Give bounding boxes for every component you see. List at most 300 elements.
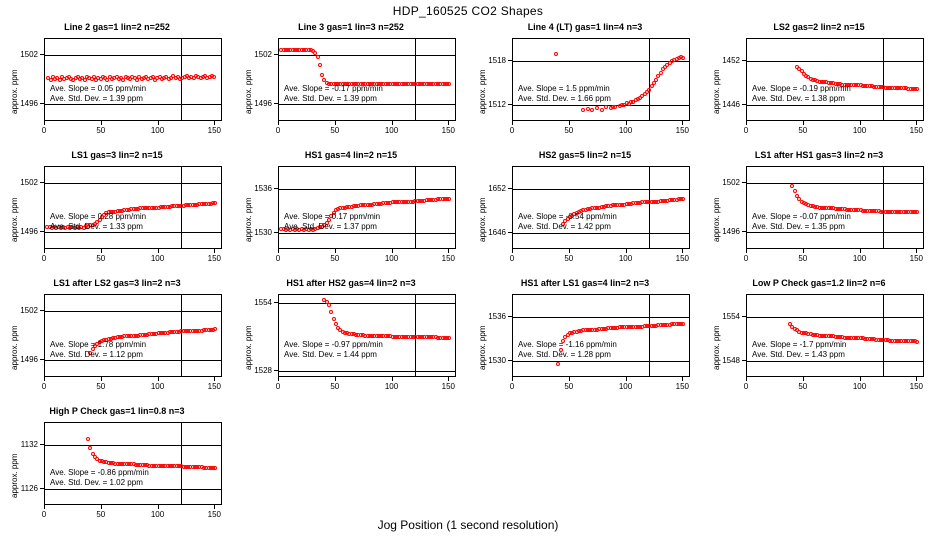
reference-vline (415, 167, 416, 248)
data-point (212, 75, 216, 79)
x-tick-label: 50 (798, 382, 808, 391)
reference-hline (513, 189, 689, 190)
x-tick-label: 100 (384, 126, 399, 135)
y-tick-label: 1452 (722, 56, 740, 66)
annotation-average-std-dev: Ave. Std. Dev. = 1.42 ppm (518, 222, 611, 231)
y-tick-label: 1554 (254, 297, 272, 307)
x-tick-mark (214, 377, 215, 381)
x-tick-label: 50 (798, 254, 808, 263)
data-point (586, 107, 590, 111)
annotation-average-slope: Ave. Slope = 0.28 ppm/min (50, 212, 147, 221)
chart-panel-title: Line 4 (LT) gas=1 lin=4 n=3 (527, 22, 643, 32)
x-tick-mark (916, 377, 917, 381)
annotation-average-slope: Ave. Slope = -1.7 ppm/min (752, 340, 847, 349)
chart-panel-title: LS1 after HS1 gas=3 lin=2 n=3 (754, 150, 884, 160)
reference-hline (279, 189, 455, 190)
reference-hline (747, 105, 923, 106)
x-tick-label: 150 (675, 254, 689, 263)
data-point (213, 466, 217, 470)
x-tick-label: 0 (509, 126, 515, 135)
plot-area (512, 294, 690, 377)
plot-area (278, 38, 456, 121)
x-tick-label: 0 (275, 254, 281, 263)
x-tick-mark (803, 121, 804, 125)
data-point (793, 189, 797, 193)
y-tick-mark (40, 488, 44, 489)
x-tick-label: 150 (207, 510, 221, 519)
x-tick-label: 50 (564, 126, 574, 135)
x-tick-mark (101, 121, 102, 125)
annotation-average-std-dev: Ave. Std. Dev. = 1.33 ppm (50, 222, 143, 231)
x-tick-label: 100 (852, 126, 867, 135)
plot-area (746, 294, 924, 377)
y-tick-mark (742, 360, 746, 361)
x-tick-mark (682, 121, 683, 125)
y-tick-label: 1502 (722, 178, 740, 188)
x-tick-label: 100 (618, 126, 633, 135)
x-tick-label: 50 (330, 382, 340, 391)
y-tick-mark (274, 103, 278, 104)
x-tick-mark (278, 121, 279, 125)
annotation-average-slope: Ave. Slope = -0.86 ppm/min (50, 468, 149, 477)
data-point (654, 78, 658, 82)
annotation-average-slope: Ave. Slope = -0.19 ppm/min (752, 84, 851, 93)
y-tick-mark (40, 103, 44, 104)
annotation-average-std-dev: Ave. Std. Dev. = 1.35 ppm (752, 222, 845, 231)
x-tick-label: 150 (675, 126, 689, 135)
x-tick-label: 150 (909, 254, 923, 263)
reference-hline (513, 61, 689, 62)
data-point (790, 184, 794, 188)
x-tick-mark (746, 249, 747, 253)
plot-area (278, 294, 456, 377)
x-tick-mark (860, 377, 861, 381)
chart-panel (234, 150, 468, 278)
y-tick-label: 1530 (488, 356, 506, 366)
chart-panel (0, 22, 234, 150)
annotation-average-slope: Ave. Slope = 0.05 ppm/min (50, 84, 147, 93)
plot-area (746, 38, 924, 121)
plot-area (44, 294, 222, 377)
x-tick-mark (916, 121, 917, 125)
x-tick-mark (860, 249, 861, 253)
data-point (88, 446, 92, 450)
x-tick-mark (158, 249, 159, 253)
x-tick-mark (214, 121, 215, 125)
x-tick-label: 0 (41, 510, 47, 519)
y-tick-mark (742, 104, 746, 105)
x-tick-label: 150 (675, 382, 689, 391)
reference-vline (883, 295, 884, 376)
data-point (332, 317, 336, 321)
x-tick-label: 0 (509, 382, 515, 391)
x-tick-label: 100 (852, 254, 867, 263)
y-tick-mark (40, 310, 44, 311)
annotation-average-slope: Ave. Slope = -0.17 ppm/min (284, 84, 383, 93)
x-tick-mark (626, 377, 627, 381)
x-tick-mark (214, 249, 215, 253)
data-point (915, 340, 919, 344)
x-tick-mark (512, 249, 513, 253)
data-point (86, 437, 90, 441)
y-axis-label: approx. ppm (244, 197, 253, 242)
chart-panel (702, 278, 936, 406)
x-tick-mark (44, 249, 45, 253)
data-point (600, 108, 604, 112)
y-tick-label: 1496 (20, 98, 38, 108)
x-tick-label: 150 (207, 254, 221, 263)
chart-panel-title: High P Check gas=1 lin=0.8 n=3 (49, 406, 185, 416)
y-axis-label: approx. ppm (478, 69, 487, 114)
x-tick-mark (448, 249, 449, 253)
reference-hline (747, 361, 923, 362)
x-tick-mark (569, 249, 570, 253)
data-point (447, 336, 451, 340)
x-tick-label: 50 (96, 254, 106, 263)
x-tick-mark (569, 377, 570, 381)
x-tick-label: 150 (441, 126, 455, 135)
annotation-average-std-dev: Ave. Std. Dev. = 1.43 ppm (752, 350, 845, 359)
chart-panel (0, 278, 234, 406)
y-tick-mark (40, 359, 44, 360)
data-point (595, 106, 599, 110)
data-point (447, 197, 451, 201)
x-tick-label: 50 (330, 254, 340, 263)
reference-hline (747, 232, 923, 233)
data-point (581, 108, 585, 112)
x-tick-mark (44, 377, 45, 381)
y-axis-label: approx. ppm (478, 197, 487, 242)
y-axis-label: approx. ppm (244, 325, 253, 370)
annotation-average-slope: Ave. Slope = -0.07 ppm/min (752, 212, 851, 221)
data-point (316, 55, 320, 59)
annotation-average-slope: Ave. Slope = 0.17 ppm/min (284, 212, 381, 221)
y-axis-label: approx. ppm (712, 197, 721, 242)
x-tick-label: 100 (150, 382, 165, 391)
y-tick-label: 1518 (488, 56, 506, 66)
data-point (659, 71, 663, 75)
x-tick-label: 0 (509, 254, 515, 263)
plot-area (44, 166, 222, 249)
data-point (681, 322, 685, 326)
y-tick-label: 1496 (254, 98, 272, 108)
x-tick-label: 0 (743, 126, 749, 135)
y-tick-mark (274, 370, 278, 371)
x-tick-mark (682, 249, 683, 253)
x-tick-label: 0 (275, 126, 281, 135)
plot-area (44, 422, 222, 505)
x-tick-mark (158, 377, 159, 381)
reference-hline (45, 104, 221, 105)
reference-vline (883, 39, 884, 120)
y-tick-mark (274, 302, 278, 303)
x-tick-label: 150 (909, 382, 923, 391)
x-tick-label: 100 (852, 382, 867, 391)
x-tick-mark (916, 249, 917, 253)
y-tick-mark (742, 182, 746, 183)
x-tick-mark (158, 505, 159, 509)
x-tick-label: 150 (441, 254, 455, 263)
chart-panel-title: HS1 after HS2 gas=4 lin=2 n=3 (286, 278, 416, 288)
y-axis-label: approx. ppm (712, 69, 721, 114)
chart-panel (234, 278, 468, 406)
chart-panel (702, 22, 936, 150)
annotation-average-std-dev: Ave. Std. Dev. = 1.66 ppm (518, 94, 611, 103)
reference-hline (513, 361, 689, 362)
data-point (647, 88, 651, 92)
x-tick-label: 0 (41, 382, 47, 391)
y-tick-label: 1536 (254, 184, 272, 194)
data-point (915, 87, 919, 91)
reference-hline (279, 104, 455, 105)
reference-hline (279, 233, 455, 234)
y-tick-label: 1496 (20, 226, 38, 236)
y-tick-mark (742, 316, 746, 317)
annotation-average-slope: Ave. Slope = 1.5 ppm/min (518, 84, 610, 93)
x-tick-label: 50 (564, 382, 574, 391)
y-tick-mark (274, 54, 278, 55)
data-point (604, 105, 608, 109)
y-tick-label: 1496 (722, 226, 740, 236)
plot-area (278, 166, 456, 249)
chart-panel (468, 22, 702, 150)
annotation-average-std-dev: Ave. Std. Dev. = 1.39 ppm (284, 94, 377, 103)
y-tick-label: 1646 (488, 228, 506, 238)
x-tick-mark (335, 249, 336, 253)
y-axis-label: approx. ppm (244, 69, 253, 114)
data-point (329, 310, 333, 314)
x-tick-mark (101, 377, 102, 381)
x-tick-mark (392, 377, 393, 381)
reference-hline (279, 371, 455, 372)
x-tick-mark (448, 121, 449, 125)
y-tick-mark (508, 316, 512, 317)
chart-panel-title: Low P Check gas=1.2 lin=2 n=6 (752, 278, 886, 288)
x-tick-label: 50 (96, 510, 106, 519)
x-tick-label: 100 (150, 254, 165, 263)
y-axis-label: approx. ppm (10, 453, 19, 498)
x-tick-label: 100 (618, 382, 633, 391)
x-tick-mark (626, 121, 627, 125)
reference-hline (45, 489, 221, 490)
y-tick-mark (40, 231, 44, 232)
y-tick-label: 1548 (722, 356, 740, 366)
y-tick-mark (508, 360, 512, 361)
y-tick-label: 1528 (254, 365, 272, 375)
reference-vline (883, 167, 884, 248)
annotation-average-std-dev: Ave. Std. Dev. = 1.28 ppm (518, 350, 611, 359)
x-tick-label: 150 (441, 382, 455, 391)
chart-panel-title: LS1 after LS2 gas=3 lin=2 n=3 (53, 278, 181, 288)
chart-panel (702, 150, 936, 278)
reference-hline (513, 317, 689, 318)
chart-panel-title: Line 3 gas=1 lin=3 n=252 (298, 22, 404, 32)
x-tick-label: 50 (96, 382, 106, 391)
chart-panel-title: HS1 after LS1 gas=4 lin=2 n=3 (520, 278, 650, 288)
reference-hline (279, 55, 455, 56)
y-tick-mark (274, 188, 278, 189)
y-tick-label: 1446 (722, 100, 740, 110)
x-tick-mark (626, 249, 627, 253)
x-tick-mark (335, 377, 336, 381)
y-tick-mark (508, 104, 512, 105)
annotation-average-slope: Ave. Slope = -0.54 ppm/min (518, 212, 617, 221)
reference-hline (279, 303, 455, 304)
data-point (447, 82, 451, 86)
annotation-average-std-dev: Ave. Std. Dev. = 1.44 ppm (284, 350, 377, 359)
y-tick-label: 1496 (20, 354, 38, 364)
y-axis-label: approx. ppm (478, 325, 487, 370)
y-axis-label: approx. ppm (10, 325, 19, 370)
x-tick-label: 0 (41, 126, 47, 135)
chart-panel (234, 22, 468, 150)
x-tick-mark (101, 505, 102, 509)
y-tick-mark (274, 232, 278, 233)
x-tick-label: 0 (743, 382, 749, 391)
x-tick-label: 0 (743, 254, 749, 263)
annotation-average-slope: Ave. Slope = -0.97 ppm/min (284, 340, 383, 349)
data-point (915, 210, 919, 214)
y-tick-mark (508, 232, 512, 233)
x-tick-mark (746, 377, 747, 381)
x-tick-label: 50 (564, 254, 574, 263)
reference-vline (181, 295, 182, 376)
x-tick-mark (278, 377, 279, 381)
x-tick-mark (44, 121, 45, 125)
data-point (318, 63, 322, 67)
x-tick-mark (44, 505, 45, 509)
data-point (213, 327, 217, 331)
annotation-average-std-dev: Ave. Std. Dev. = 1.02 ppm (50, 478, 143, 487)
annotation-average-slope: Ave. Slope = -1.16 ppm/min (518, 340, 617, 349)
x-tick-mark (803, 377, 804, 381)
data-point (613, 105, 617, 109)
reference-vline (649, 295, 650, 376)
reference-hline (747, 183, 923, 184)
plot-area (44, 38, 222, 121)
y-tick-mark (40, 54, 44, 55)
reference-hline (45, 311, 221, 312)
reference-hline (513, 105, 689, 106)
y-tick-label: 1126 (20, 484, 38, 494)
y-tick-label: 1502 (20, 306, 38, 316)
y-tick-label: 1512 (488, 100, 506, 110)
y-tick-label: 1502 (20, 178, 38, 188)
reference-hline (747, 61, 923, 62)
x-tick-mark (569, 121, 570, 125)
x-tick-label: 50 (330, 126, 340, 135)
data-point (681, 197, 685, 201)
x-tick-mark (392, 121, 393, 125)
x-tick-label: 0 (275, 382, 281, 391)
reference-hline (45, 445, 221, 446)
reference-vline (649, 39, 650, 120)
y-tick-mark (508, 60, 512, 61)
x-tick-label: 50 (96, 126, 106, 135)
plot-area (512, 166, 690, 249)
data-point (320, 73, 324, 77)
x-tick-label: 100 (384, 254, 399, 263)
x-tick-mark (682, 377, 683, 381)
reference-hline (45, 55, 221, 56)
y-axis-label: approx. ppm (10, 197, 19, 242)
data-point (554, 52, 558, 56)
data-point (681, 56, 685, 60)
chart-panel-title: HS1 gas=4 lin=2 n=15 (304, 150, 398, 160)
annotation-average-std-dev: Ave. Std. Dev. = 1.38 ppm (752, 94, 845, 103)
data-point (327, 303, 331, 307)
y-tick-label: 1652 (488, 184, 506, 194)
x-tick-mark (335, 121, 336, 125)
annotation-average-slope: Ave. Slope = 1.78 ppm/min (50, 340, 147, 349)
data-point (590, 108, 594, 112)
annotation-average-std-dev: Ave. Std. Dev. = 1.12 ppm (50, 350, 143, 359)
x-tick-mark (214, 505, 215, 509)
chart-panel-title: Line 2 gas=1 lin=2 n=252 (64, 22, 170, 32)
chart-panel (0, 150, 234, 278)
x-tick-mark (448, 377, 449, 381)
chart-panel (468, 278, 702, 406)
y-tick-label: 1536 (488, 312, 506, 322)
chart-panel (468, 150, 702, 278)
x-tick-mark (512, 121, 513, 125)
x-tick-label: 0 (41, 254, 47, 263)
reference-hline (45, 183, 221, 184)
y-tick-mark (40, 182, 44, 183)
y-tick-label: 1132 (20, 440, 38, 450)
y-tick-mark (742, 60, 746, 61)
data-point (556, 362, 560, 366)
x-tick-mark (803, 249, 804, 253)
y-axis-label: approx. ppm (712, 325, 721, 370)
page-title: HDP_160525 CO2 Shapes (392, 4, 544, 18)
x-tick-mark (860, 121, 861, 125)
x-tick-mark (101, 249, 102, 253)
reference-vline (415, 39, 416, 120)
x-tick-label: 100 (150, 510, 165, 519)
y-tick-mark (742, 231, 746, 232)
reference-vline (649, 167, 650, 248)
x-axis-caption: Jog Position (1 second resolution) (377, 518, 559, 532)
x-tick-label: 100 (618, 254, 633, 263)
chart-panel-title: HS2 gas=5 lin=2 n=15 (538, 150, 632, 160)
x-tick-label: 100 (150, 126, 165, 135)
x-tick-label: 100 (384, 382, 399, 391)
chart-panel-title: LS2 gas=2 lin=2 n=15 (773, 22, 865, 32)
y-tick-label: 1502 (20, 50, 38, 60)
y-tick-mark (40, 444, 44, 445)
y-tick-label: 1530 (254, 228, 272, 238)
plot-area (746, 166, 924, 249)
reference-hline (45, 360, 221, 361)
reference-hline (513, 233, 689, 234)
chart-panel (0, 406, 234, 534)
y-tick-label: 1554 (722, 312, 740, 322)
x-tick-label: 150 (909, 126, 923, 135)
reference-hline (45, 232, 221, 233)
data-point (652, 81, 656, 85)
x-tick-label: 150 (207, 382, 221, 391)
y-tick-mark (508, 188, 512, 189)
x-tick-label: 150 (207, 126, 221, 135)
x-tick-mark (158, 121, 159, 125)
x-tick-mark (392, 249, 393, 253)
y-axis-label: approx. ppm (10, 69, 19, 114)
annotation-average-std-dev: Ave. Std. Dev. = 1.39 ppm (50, 94, 143, 103)
x-tick-label: 50 (798, 126, 808, 135)
reference-hline (747, 317, 923, 318)
annotation-average-std-dev: Ave. Std. Dev. = 1.37 ppm (284, 222, 377, 231)
